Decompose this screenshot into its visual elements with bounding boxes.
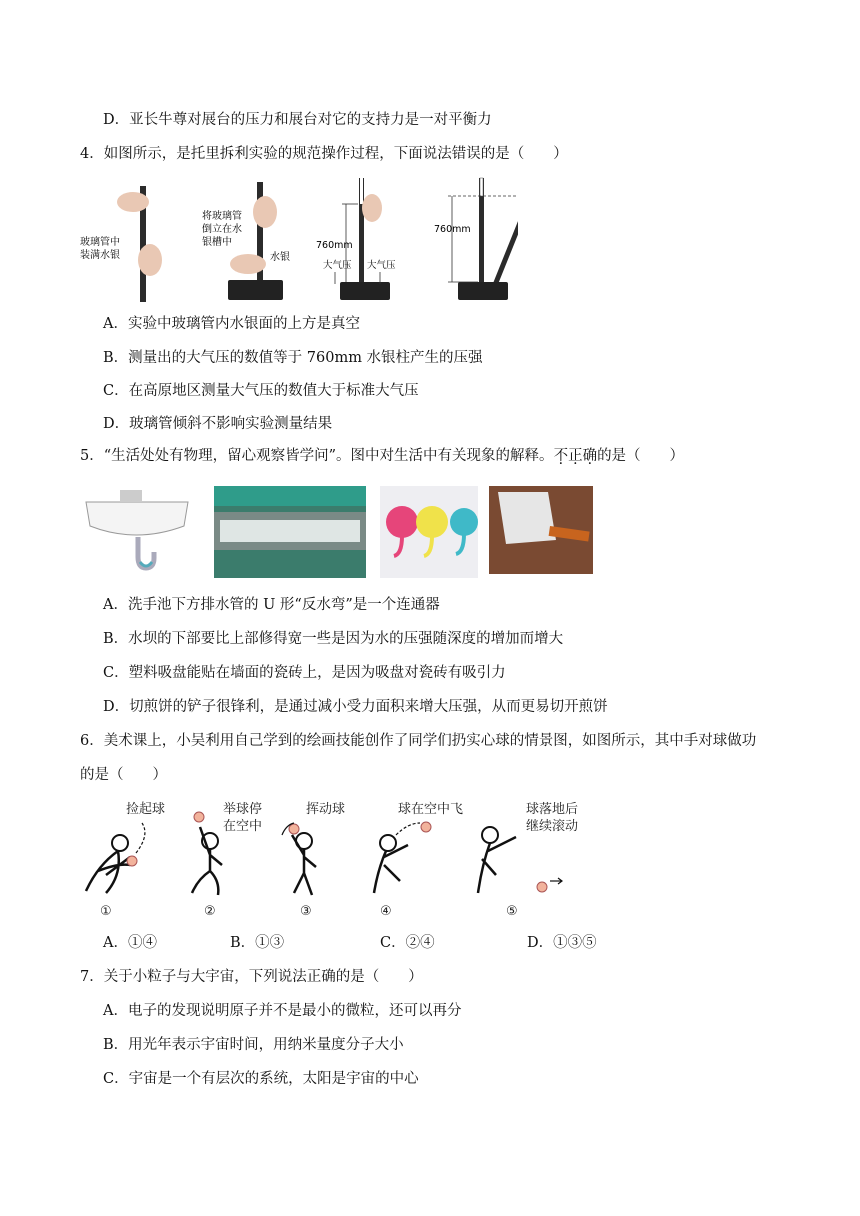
q6-option-b: B．①③ xyxy=(230,935,285,951)
torricelli-step4 xyxy=(434,178,518,300)
q3-option-d: D．亚长牛尊对展台的压力和展台对它的支持力是一对平衡力 xyxy=(103,112,492,128)
scene-1-pick-up xyxy=(86,801,165,919)
svg-text:银槽中: 银槽中 xyxy=(202,237,232,248)
q5-photos xyxy=(80,482,600,582)
q5-option-d: D．切煎饼的铲子很锋利，是通过减小受力面积来增大压强，从而更易切开煎饼 xyxy=(103,699,608,715)
svg-text:捡起球: 捡起球 xyxy=(126,802,166,817)
q5-option-b: B．水坝的下部要比上部修得宽一些是因为水的压强随深度的增加而增大 xyxy=(103,631,564,647)
svg-text:760mm: 760mm xyxy=(434,224,471,235)
svg-text:②: ② xyxy=(204,904,216,919)
q7-option-c: C．宇宙是一个有层次的系统，太阳是宇宙的中心 xyxy=(103,1071,419,1087)
svg-text:继续滚动: 继续滚动 xyxy=(526,819,579,834)
q6-option-d: D．①③⑤ xyxy=(527,935,597,951)
svg-text:球在空中飞: 球在空中飞 xyxy=(398,802,464,817)
mercury-label: 水银 xyxy=(270,252,290,263)
q6-stem-line1: 6．美术课上，小吴利用自己学到的绘画技能创作了同学们扔实心球的情景图，如图所示，其中手对球做功 xyxy=(80,733,757,749)
svg-text:倒立在水: 倒立在水 xyxy=(202,224,242,235)
emphasis-char: 不 xyxy=(553,448,569,464)
scene-5-ball-rolling xyxy=(478,801,578,919)
svg-text:⑤: ⑤ xyxy=(506,904,518,919)
ball-throw-figure xyxy=(78,795,598,923)
svg-text:大气压: 大气压 xyxy=(323,260,352,271)
torricelli-step3 xyxy=(316,178,396,300)
q5-option-c: C．塑料吸盘能贴在墙面的瓷砖上，是因为吸盘对瓷砖有吸引力 xyxy=(103,665,506,681)
q7-option-b: B．用光年表示宇宙时间，用纳米量度分子大小 xyxy=(103,1037,404,1053)
svg-text:大气压: 大气压 xyxy=(367,260,396,271)
sink-image xyxy=(86,490,188,568)
q5-stem: 5．“生活处处有物理，留心观察皆学问”。图中对生活中有关现象的解释。不正确的是（ ） xyxy=(80,448,685,464)
q6-option-c: C．②④ xyxy=(380,935,435,951)
svg-text:在空中: 在空中 xyxy=(223,819,263,834)
svg-text:装满水银: 装满水银 xyxy=(80,250,120,261)
torricelli-step1 xyxy=(80,186,162,302)
svg-text:将玻璃管: 将玻璃管 xyxy=(202,211,242,222)
q4-option-d: D．玻璃管倾斜不影响实验测量结果 xyxy=(103,416,333,432)
q5-option-a: A．洗手池下方排水管的 U 形“反水弯”是一个连通器 xyxy=(103,597,440,613)
scene-3-swing-ball xyxy=(282,801,345,919)
q6-stem-line2: 的是（ ） xyxy=(80,767,167,783)
q7-option-a: A．电子的发现说明原子并不是最小的微粒，还可以再分 xyxy=(103,1003,462,1019)
torricelli-figure xyxy=(78,172,518,307)
svg-text:举球停: 举球停 xyxy=(223,802,263,817)
q4-stem: 4．如图所示，是托里拆利实验的规范操作过程，下面说法错误的是（ ） xyxy=(80,146,568,162)
svg-text:④: ④ xyxy=(380,904,392,919)
q7-stem: 7．关于小粒子与大宇宙，下列说法正确的是（ ） xyxy=(80,969,423,985)
svg-text:球落地后: 球落地后 xyxy=(526,802,579,817)
svg-text:挥动球: 挥动球 xyxy=(306,802,346,817)
torricelli-step2 xyxy=(202,182,290,300)
hand-icon xyxy=(117,192,149,212)
q4-option-b: B．测量出的大气压的数值等于 760mm 水银柱产生的压强 xyxy=(103,350,483,366)
dam-image xyxy=(214,486,366,578)
svg-text:①: ① xyxy=(100,904,112,919)
q4-option-c: C．在高原地区测量大气压的数值大于标准大气压 xyxy=(103,383,419,399)
suction-hooks-image xyxy=(380,486,478,578)
fig-label-fill: 玻璃管中 xyxy=(80,237,120,248)
q4-option-a: A．实验中玻璃管内水银面的上方是真空 xyxy=(103,316,360,332)
scene-4-ball-flying xyxy=(374,801,463,919)
spatula-image xyxy=(489,486,593,574)
scene-2-hold-ball xyxy=(192,801,262,919)
emphasis-char: 确 xyxy=(582,448,598,464)
q6-option-a: A．①④ xyxy=(103,935,157,951)
emphasis-char: 正 xyxy=(568,448,583,464)
svg-text:760mm: 760mm xyxy=(316,240,353,251)
svg-text:③: ③ xyxy=(300,904,312,919)
